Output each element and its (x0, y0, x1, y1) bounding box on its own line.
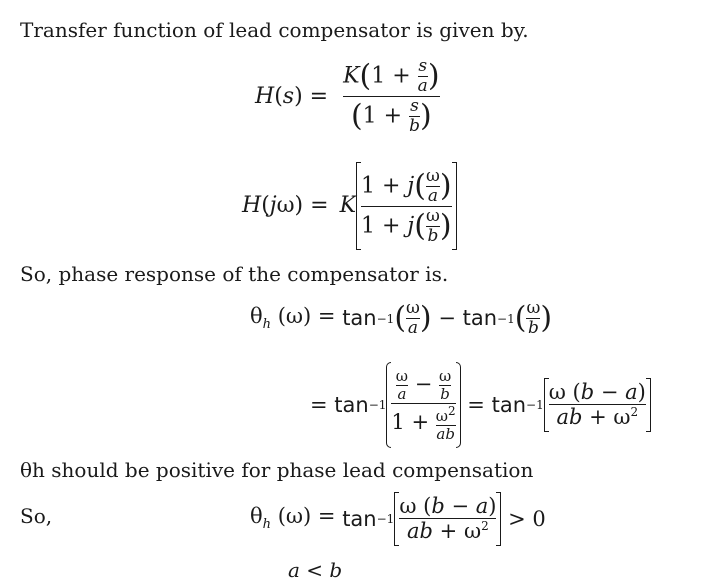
equation-phase: $\theta_h$ (ω) = tan−1( $\frac{\omega}{a}$ ) − tan−1( $\frac{\omega}{b}$ ) (250, 298, 553, 338)
intro-text: Transfer function of lead compensator is given by. (20, 18, 529, 42)
equation-hs: H(s) = K(1 + $\frac{s}{a}$ ) (1 + $\frac{s}{b}$ ) (255, 56, 440, 136)
positive-note-text: θh should be positive for phase lead compensation (20, 458, 534, 482)
equation-hjw: H(jω) = K 1 + j( $\frac{\omega}{a}$ ) 1 + j( $\frac{\omega}{b}$ ) (242, 162, 457, 250)
equation-phase-expanded: = tan−1 $\frac{\omega}{a}$ − $\frac{\omega}{b}$ 1 + $\frac{\omega^2}{ab}$ = tan−1 $\frac{\omega (b - a)}{ab + \omega^2}$ (310, 362, 651, 448)
conclusion-text: a < b (288, 558, 343, 582)
so-label: So, (20, 504, 53, 528)
equation-positive-condition: $\theta_h$ (ω) = tan−1 $\frac{\omega (b - a)}{ab + \omega^2}$ > 0 (250, 492, 546, 546)
phase-intro-text: So, phase response of the compensator is. (20, 262, 449, 286)
